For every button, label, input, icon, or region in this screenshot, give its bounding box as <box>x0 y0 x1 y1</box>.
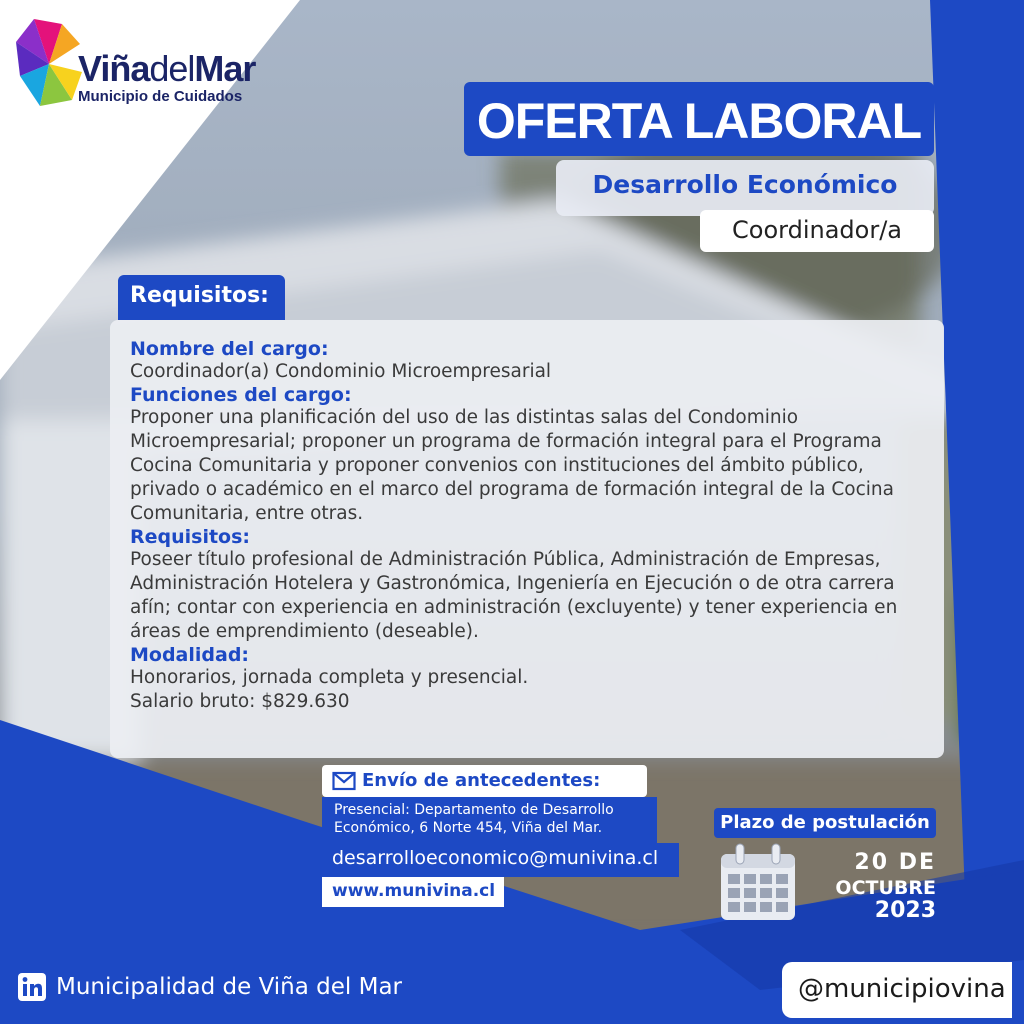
salary-text: Salario bruto: $829.630 <box>130 691 350 712</box>
website-box[interactable] <box>322 877 504 907</box>
section-body: Coordinador(a) Condominio Microempresarial <box>130 361 552 382</box>
website-link[interactable]: www.munivina.cl <box>332 881 496 901</box>
presencial-box <box>322 797 657 843</box>
logo-flower-icon <box>14 14 84 114</box>
deadline-year: 2023 <box>874 898 936 923</box>
deadline-label: Plazo de postulación <box>720 812 930 833</box>
logo-tagline: Municipio de Cuidados <box>78 88 243 105</box>
logo-wordmark <box>78 48 255 90</box>
deadline-banner <box>714 808 936 838</box>
role-banner <box>700 210 934 252</box>
role-label: Coordinador/a <box>732 216 902 244</box>
deadline-day: 20 DE <box>854 850 936 875</box>
section-title: Nombre del cargo: <box>130 338 329 360</box>
department-label: Desarrollo Económico <box>592 170 898 199</box>
department-banner <box>556 160 934 216</box>
social-handle-box[interactable] <box>782 962 1012 1018</box>
section-title: Requisitos: <box>130 526 251 548</box>
linkedin-icon[interactable] <box>18 973 46 1001</box>
calendar-icon <box>718 842 798 924</box>
presencial-address: Presencial: Departamento de Desarrollo Económico, 6 Norte 454, Viña del Mar. <box>334 802 614 836</box>
vina-del-mar-logo <box>14 14 274 124</box>
section-body: Proponer una planificación del uso de las distintas salas del Condominio Microempresarial; proponer un programa de formación integral para el Programa Cocina Comunitaria y proponer convenios con instituciones del ámbito público, privado o académico en el marco del programa de formación integral de la Cocina Comunitaria, entre otras. <box>130 407 894 524</box>
logo-word-del: del <box>149 48 195 89</box>
section-title: Funciones del cargo: <box>130 384 352 406</box>
requirements-tab-label: Requisitos: <box>130 283 269 308</box>
section-title: Modalidad: <box>130 644 250 666</box>
envio-label: Envío de antecedentes: <box>362 770 601 791</box>
email-box[interactable] <box>322 843 679 877</box>
deadline-month: OCTUBRE <box>835 877 936 899</box>
social-handle[interactable]: @municipiovina <box>798 974 1006 1004</box>
linkedin-name[interactable]: Municipalidad de Viña del Mar <box>56 974 403 1000</box>
section-body: Honorarios, jornada completa y presencial. <box>130 667 529 688</box>
envio-label-box <box>322 765 647 797</box>
page-title: OFERTA LABORAL <box>476 93 922 149</box>
email-link[interactable]: desarrolloeconomico@munivina.cl <box>332 847 659 869</box>
envelope-icon <box>332 770 356 792</box>
title-banner <box>464 82 934 156</box>
section-body: Poseer título profesional de Administración Pública, Administración de Empresas, Administración Hotelera y Gastronómica, Ingeniería en Ejecución o de otra carrera afín; contar con experiencia en administración (excluyente) y tener experiencia en áreas de emprendimiento (deseable). <box>130 549 898 642</box>
requirements-tab <box>118 275 285 320</box>
logo-word-mar: Mar <box>194 48 256 89</box>
requirements-panel <box>110 320 944 758</box>
logo-word-vina: Viña <box>78 48 150 89</box>
